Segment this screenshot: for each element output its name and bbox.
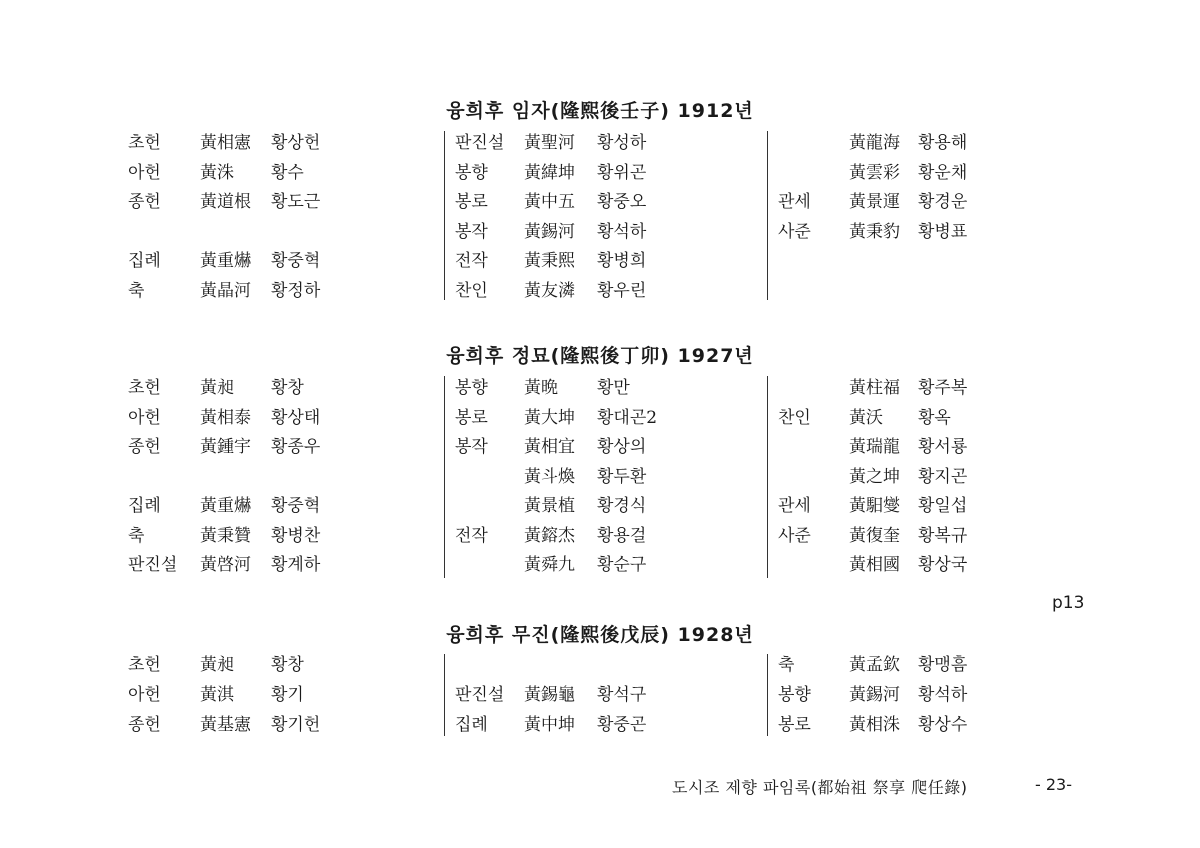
- page-tag: p13: [1052, 593, 1085, 613]
- hangul-name: 황수: [271, 162, 304, 183]
- role: 찬인: [778, 407, 811, 428]
- table-row: [0, 680, 1200, 710]
- table-row: [0, 710, 1200, 740]
- role: 봉작: [455, 221, 488, 242]
- hangul-name: 황상헌: [271, 133, 321, 153]
- hangul-name: 황상국: [918, 555, 968, 575]
- hangul-name: 황복규: [918, 525, 968, 546]
- hangul-name: 황지곤: [918, 466, 968, 487]
- table-row: [0, 462, 1200, 492]
- hanja-name: 黃雲彩: [849, 162, 900, 183]
- role: 전작: [455, 251, 488, 271]
- role: 전작: [455, 525, 488, 546]
- role: 아헌: [128, 407, 161, 428]
- hanja-name: 黃友潾: [524, 280, 575, 301]
- hanja-name: 黃晶河: [200, 280, 251, 301]
- hangul-name: 황석하: [597, 221, 647, 242]
- hanja-name: 黃淇: [200, 685, 234, 705]
- table-row: [0, 217, 1200, 247]
- hanja-name: 黃之坤: [849, 466, 900, 487]
- table-row: [0, 491, 1200, 521]
- hanja-name: 黃秉熙: [524, 251, 575, 271]
- role: 관세: [778, 496, 811, 516]
- hangul-name: 황운채: [918, 162, 968, 183]
- hanja-name: 黃相洙: [849, 715, 900, 735]
- role: 판진설: [455, 685, 505, 705]
- hangul-name: 황일섭: [918, 496, 968, 516]
- role: 봉로: [455, 192, 488, 212]
- hanja-name: 黃重爀: [200, 251, 251, 271]
- hangul-name: 황경운: [918, 192, 968, 212]
- hanja-name: 黃相泰: [200, 407, 251, 428]
- hangul-name: 황대곤2: [597, 407, 658, 428]
- hanja-name: 黃瑞龍: [849, 437, 900, 457]
- hanja-name: 黃馹燮: [849, 496, 900, 516]
- hanja-name: 黃中坤: [524, 715, 575, 735]
- hanja-name: 黃錫河: [524, 221, 575, 242]
- page-number: - 23-: [1035, 775, 1072, 794]
- hangul-name: 황창: [271, 655, 304, 675]
- hanja-name: 黃大坤: [524, 407, 575, 428]
- hanja-name: 黃聖河: [524, 133, 575, 153]
- role: 봉향: [455, 162, 488, 183]
- role: 사준: [778, 525, 811, 546]
- role: 집례: [128, 251, 161, 271]
- role: 종헌: [128, 437, 161, 457]
- section-title-1928: 융희후 무진(隆熙後戊辰) 1928년: [446, 624, 754, 646]
- hanja-name: 黃景運: [849, 192, 900, 212]
- hangul-name: 황용걸: [597, 525, 647, 546]
- hanja-name: 黃鍾宇: [200, 437, 251, 457]
- hanja-name: 黃昶: [200, 378, 234, 398]
- hanja-name: 黃復奎: [849, 525, 900, 546]
- hanja-name: 黃鎔杰: [524, 525, 575, 546]
- hanja-name: 黃緯坤: [524, 162, 575, 183]
- hanja-name: 黃龍海: [849, 133, 900, 153]
- hangul-name: 황맹흠: [918, 655, 968, 675]
- role: 종헌: [128, 715, 161, 735]
- hangul-name: 황석구: [597, 685, 647, 705]
- hangul-name: 황기헌: [271, 715, 321, 735]
- role: 관세: [778, 192, 811, 212]
- hanja-name: 黃道根: [200, 192, 251, 212]
- role: 판진설: [128, 555, 178, 575]
- hanja-name: 黃孟欽: [849, 655, 900, 675]
- hangul-name: 황성하: [597, 133, 647, 153]
- role: 아헌: [128, 685, 161, 705]
- table-row: [0, 373, 1200, 403]
- hanja-name: 黃基憲: [200, 715, 251, 735]
- table-row: [0, 246, 1200, 276]
- hangul-name: 황병표: [918, 221, 968, 242]
- hanja-name: 黃錫龜: [524, 685, 575, 705]
- table-row: [0, 650, 1200, 680]
- role: 봉향: [455, 378, 488, 398]
- table-row: [0, 432, 1200, 462]
- hangul-name: 황두환: [597, 466, 647, 487]
- hanja-name: 黃晩: [524, 378, 558, 398]
- role: 봉향: [778, 685, 811, 705]
- role: 초헌: [128, 378, 161, 398]
- role: 초헌: [128, 655, 161, 675]
- hangul-name: 황상의: [597, 437, 647, 457]
- section-title-1927: 융희후 정묘(隆熙後丁卯) 1927년: [446, 345, 754, 367]
- table-row: [0, 128, 1200, 158]
- table-row: [0, 158, 1200, 188]
- hanja-name: 黃昶: [200, 655, 234, 675]
- hanja-name: 黃重爀: [200, 496, 251, 516]
- hanja-name: 黃斗煥: [524, 466, 575, 487]
- hangul-name: 황옥: [918, 407, 951, 428]
- section-title-1912: 융희후 임자(隆熙後壬子) 1912년: [446, 100, 754, 122]
- role: 사준: [778, 221, 811, 242]
- hangul-name: 황만: [597, 378, 630, 398]
- hangul-name: 황중혁: [271, 251, 321, 271]
- footer-title: 도시조 제향 파임록(都始祖 祭享 爬任錄): [672, 778, 968, 797]
- hanja-name: 黃沃: [849, 407, 883, 428]
- hanja-name: 黃舜九: [524, 555, 575, 575]
- table-row: [0, 403, 1200, 433]
- role: 봉로: [778, 715, 811, 735]
- hanja-name: 黃柱福: [849, 378, 900, 398]
- table-row: [0, 187, 1200, 217]
- hangul-name: 황상태: [271, 407, 321, 428]
- role: 집례: [128, 496, 161, 516]
- table-row: [0, 276, 1200, 306]
- role: 아헌: [128, 162, 161, 183]
- hangul-name: 황상수: [918, 715, 968, 735]
- hanja-name: 黃啓河: [200, 555, 251, 575]
- hangul-name: 황서룡: [918, 437, 968, 457]
- hangul-name: 황순구: [597, 555, 647, 575]
- role: 찬인: [455, 280, 488, 301]
- hangul-name: 황계하: [271, 555, 321, 575]
- role: 초헌: [128, 133, 161, 153]
- hangul-name: 황위곤: [597, 162, 647, 183]
- hangul-name: 황종우: [271, 437, 321, 457]
- hanja-name: 黃錫河: [849, 685, 900, 705]
- role: 집례: [455, 715, 488, 735]
- table-row: [0, 521, 1200, 551]
- hangul-name: 황기: [271, 685, 304, 705]
- hangul-name: 황중오: [597, 192, 647, 212]
- hangul-name: 황중혁: [271, 496, 321, 516]
- hangul-name: 황주복: [918, 378, 968, 398]
- role: 종헌: [128, 192, 161, 212]
- hangul-name: 황병찬: [271, 525, 321, 546]
- role: 축: [128, 525, 145, 546]
- hangul-name: 황병희: [597, 251, 647, 271]
- hangul-name: 황용해: [918, 133, 968, 153]
- hangul-name: 황석하: [918, 685, 968, 705]
- role: 봉로: [455, 407, 488, 428]
- hanja-name: 黃秉豹: [849, 221, 900, 242]
- hanja-name: 黃相憲: [200, 133, 251, 153]
- hangul-name: 황중곤: [597, 715, 647, 735]
- table-row: [0, 550, 1200, 580]
- hanja-name: 黃景植: [524, 496, 575, 516]
- role: 축: [778, 655, 795, 675]
- role: 판진설: [455, 133, 505, 153]
- hangul-name: 황도근: [271, 192, 321, 212]
- hangul-name: 황우린: [597, 280, 647, 301]
- hangul-name: 황경식: [597, 496, 647, 516]
- role: 축: [128, 280, 145, 301]
- hanja-name: 黃洙: [200, 162, 234, 183]
- hanja-name: 黃相國: [849, 555, 900, 575]
- hangul-name: 황정하: [271, 280, 321, 301]
- hanja-name: 黃中五: [524, 192, 575, 212]
- hanja-name: 黃相宜: [524, 437, 575, 457]
- role: 봉작: [455, 437, 488, 457]
- hanja-name: 黃秉贊: [200, 525, 251, 546]
- hangul-name: 황창: [271, 378, 304, 398]
